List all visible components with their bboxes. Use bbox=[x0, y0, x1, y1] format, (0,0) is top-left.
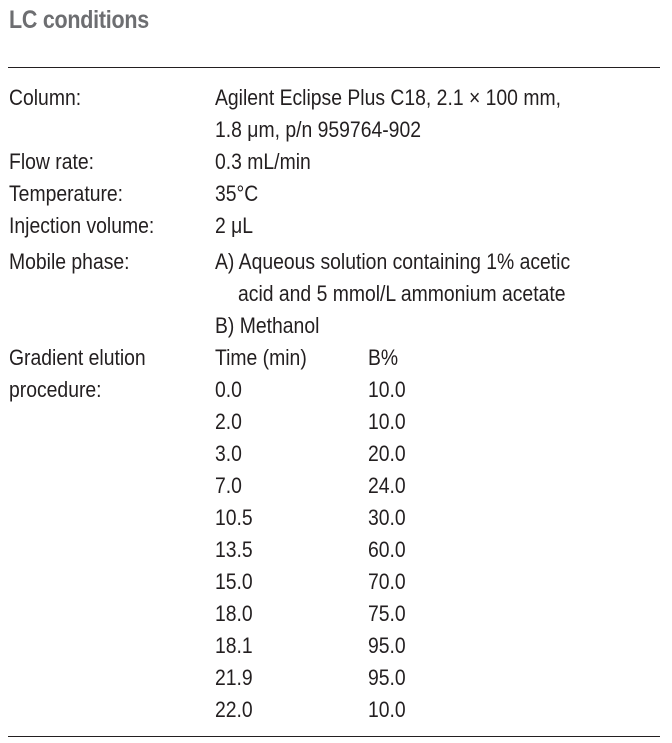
gradient-b-cell: 30.0 bbox=[368, 505, 406, 530]
mobile-phase-label: Mobile phase: bbox=[9, 249, 130, 274]
gradient-time-cell: 13.5 bbox=[215, 537, 253, 562]
gradient-time-cell: 7.0 bbox=[215, 473, 242, 498]
temperature-value: 35°C bbox=[215, 181, 259, 206]
gradient-header-b: B% bbox=[368, 345, 399, 370]
gradient-b-cell: 60.0 bbox=[368, 537, 406, 562]
mobile-phase-b: B) Methanol bbox=[215, 313, 320, 338]
column-value-line2: 1.8 μm, p/n 959764-902 bbox=[215, 117, 421, 142]
injection-volume-value: 2 μL bbox=[215, 213, 254, 238]
column-label: Column: bbox=[9, 85, 82, 110]
gradient-time-cell: 18.1 bbox=[215, 633, 253, 658]
mobile-phase-a-line1: A) Aqueous solution containing 1% acetic bbox=[215, 249, 571, 274]
column-value-line1: Agilent Eclipse Plus C18, 2.1 × 100 mm, bbox=[215, 85, 561, 110]
gradient-b-cell: 24.0 bbox=[368, 473, 406, 498]
gradient-b-cell: 75.0 bbox=[368, 601, 406, 626]
gradient-b-cell: 95.0 bbox=[368, 633, 406, 658]
mobile-phase-a-line2: acid and 5 mmol/L ammonium acetate bbox=[238, 281, 566, 306]
bottom-rule bbox=[8, 736, 660, 737]
gradient-b-cell: 10.0 bbox=[368, 377, 406, 402]
gradient-time-cell: 15.0 bbox=[215, 569, 253, 594]
section-title: LC conditions bbox=[9, 6, 149, 34]
temperature-label: Temperature: bbox=[9, 181, 124, 206]
gradient-label-line2: procedure: bbox=[9, 377, 102, 402]
gradient-b-cell: 20.0 bbox=[368, 441, 406, 466]
flow-rate-label: Flow rate: bbox=[9, 149, 95, 174]
gradient-time-cell: 0.0 bbox=[215, 377, 242, 402]
gradient-b-cell: 95.0 bbox=[368, 665, 406, 690]
gradient-time-cell: 3.0 bbox=[215, 441, 242, 466]
gradient-time-cell: 18.0 bbox=[215, 601, 253, 626]
gradient-b-cell: 10.0 bbox=[368, 409, 406, 434]
gradient-b-cell: 10.0 bbox=[368, 697, 406, 722]
gradient-time-cell: 21.9 bbox=[215, 665, 253, 690]
gradient-time-cell: 2.0 bbox=[215, 409, 242, 434]
injection-volume-label: Injection volume: bbox=[9, 213, 155, 238]
flow-rate-value: 0.3 mL/min bbox=[215, 149, 311, 174]
gradient-time-cell: 10.5 bbox=[215, 505, 253, 530]
gradient-time-cell: 22.0 bbox=[215, 697, 253, 722]
gradient-header-time: Time (min) bbox=[215, 345, 307, 370]
top-rule bbox=[8, 67, 660, 68]
gradient-label-line1: Gradient elution bbox=[9, 345, 146, 370]
gradient-b-cell: 70.0 bbox=[368, 569, 406, 594]
